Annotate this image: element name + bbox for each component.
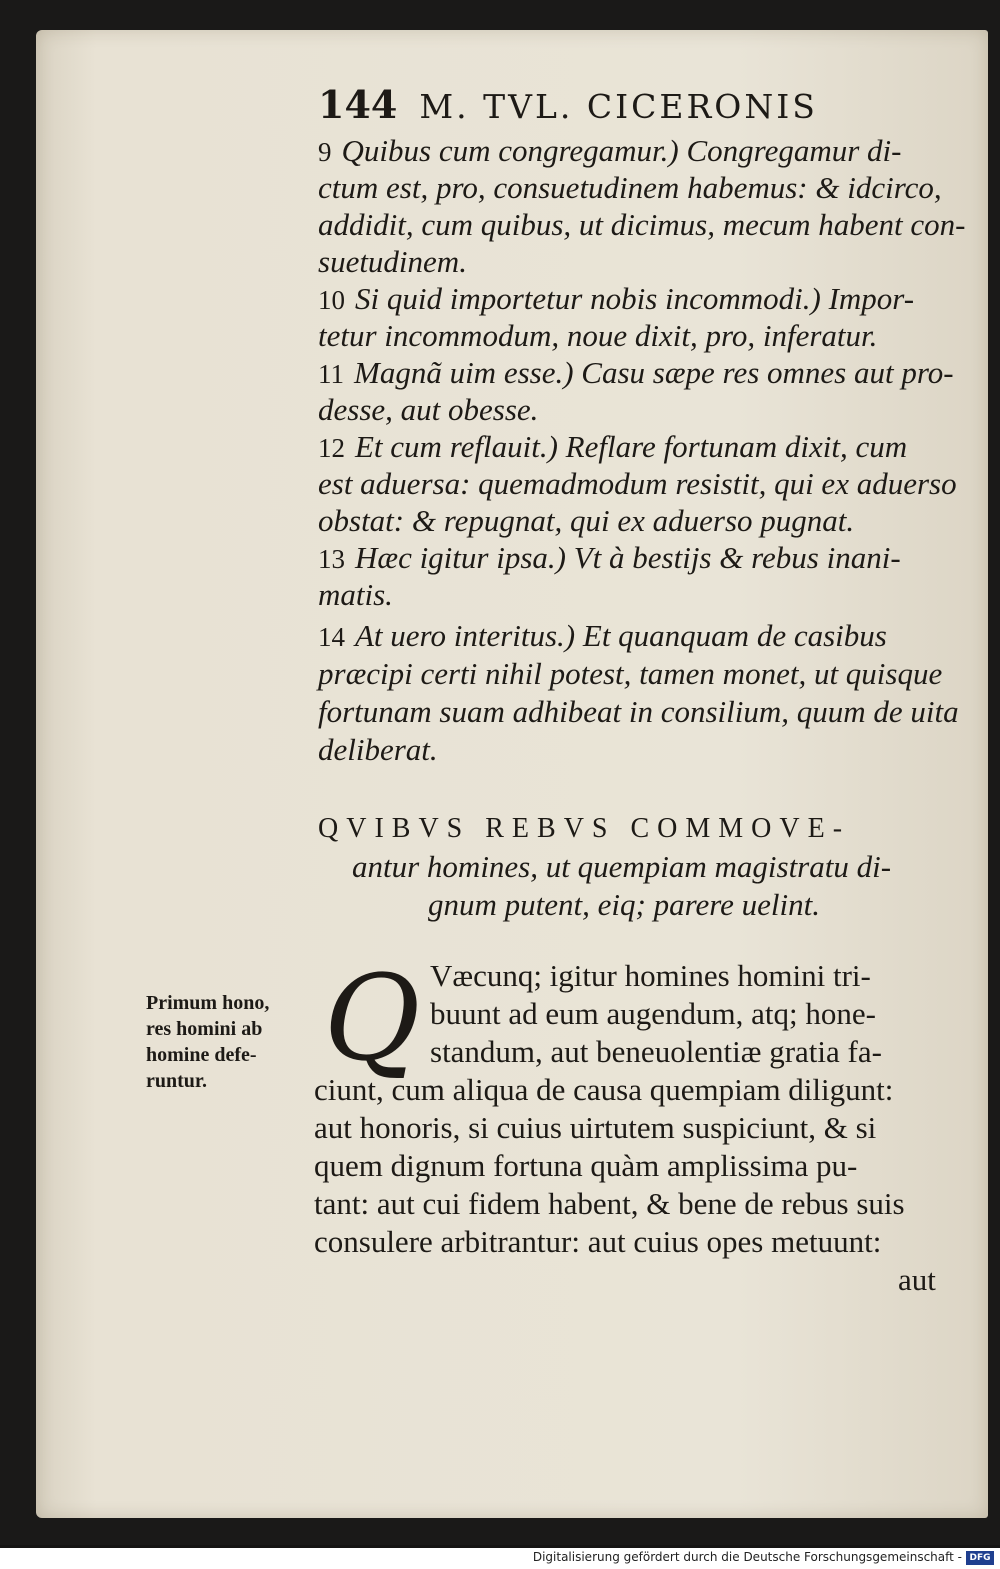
note-line: addidit, cum quibus, ut dicimus, mecum habent con- [318,207,966,242]
note-line: fortunam suam adhibeat in consilium, quum de uita [318,694,959,729]
section-heading-line-3: gnum putent, eiq; parere uelint. [428,887,821,922]
note-line: 10 Si quid importetur nobis incommodi.) Impor- [318,281,915,316]
marginal-note-line: runtur. [146,1070,207,1092]
note-line: 14 At uero interitus.) Et quanquam de casibus [318,618,887,653]
note-line: est aduersa: quemadmodum resistit, qui ex aduerso [318,466,957,501]
drop-capital: Q [323,949,421,1087]
catchword: aut [898,1262,936,1297]
note-line: 11 Magnã uim esse.) Casu sæpe res omnes aut pro- [318,355,954,390]
note-line: 9 Quibus cum congregamur.) Congregamur di- [318,133,902,168]
body-line: ciunt, cum aliqua de causa quempiam diligunt: [314,1072,894,1107]
note-line: matis. [318,577,393,612]
body-line: aut honoris, si cuius uirtutem suspiciunt, & si [314,1110,877,1145]
body-line: Væcunq; igitur homines homini tri- [430,958,871,993]
running-head [318,82,898,128]
book-page [36,30,988,1518]
running-title: M. TVL. CICERONIS [419,87,818,126]
section-heading-line-1: QVIBVS REBVS COMMOVE- [318,813,851,844]
section-heading-line-2: antur homines, ut quempiam magistratu di- [352,849,892,884]
dfg-logo-icon: DFG [966,1551,994,1565]
marginal-note-line: res homini ab [146,1018,263,1040]
marginal-note-line: homine defe- [146,1044,257,1066]
note-line: 12 Et cum reflauit.) Reflare fortunam dixit, cum [318,429,908,464]
body-line: tant: aut cui fidem habent, & bene de rebus suis [314,1186,905,1221]
digitization-footer [0,1548,1000,1569]
note-line: ctum est, pro, consuetudinem habemus: & idcirco, [318,170,942,205]
marginal-note-line: Primum hono, [146,992,270,1014]
body-line: standum, aut beneuolentiæ gratia fa- [430,1034,882,1069]
note-line: suetudinem. [318,244,467,279]
page-number: 144 [318,82,398,127]
body-line: quem dignum fortuna quàm amplissima pu- [314,1148,858,1183]
note-line: desse, aut obesse. [318,392,539,427]
footer-credit: Digitalisierung gefördert durch die Deutsche Forschungsgemeinschaft - [532,1550,962,1564]
body-line: consulere arbitrantur: aut cuius opes metuunt: [314,1224,882,1259]
note-line: tetur incommodum, noue dixit, pro, inferatur. [318,318,878,353]
note-line: obstat: & repugnat, qui ex aduerso pugnat. [318,503,855,538]
note-line: 13 Hæc igitur ipsa.) Vt à bestijs & rebus inani- [318,540,901,575]
body-line: buunt ad eum augendum, atq; hone- [430,996,876,1031]
note-line: deliberat. [318,732,438,767]
note-line: præcipi certi nihil potest, tamen monet, ut quisque [318,656,943,691]
